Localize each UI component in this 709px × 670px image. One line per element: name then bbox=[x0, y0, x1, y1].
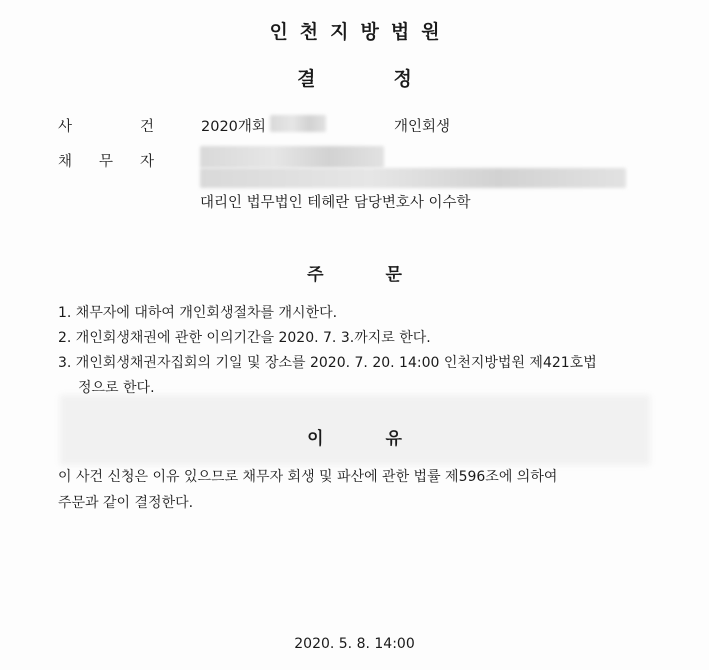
debtor-agent: 대리인 법무법인 테헤란 담당변호사 이수학 bbox=[200, 195, 471, 211]
redacted-debtor-address bbox=[200, 168, 626, 188]
debtor-label-char: 채 bbox=[58, 154, 73, 170]
order-item: 2. 개인회생채권에 관한 이의기간을 2020. 7. 3.까지로 한다. bbox=[58, 330, 431, 346]
case-label-char: 사 bbox=[58, 119, 73, 135]
order-item-continuation: 정으로 한다. bbox=[78, 380, 155, 396]
court-name: 인천지방법원 bbox=[269, 21, 452, 43]
redacted-debtor-name bbox=[200, 146, 384, 168]
debtor-label bbox=[58, 150, 154, 171]
case-name: 개인회생 bbox=[394, 119, 451, 135]
debtor-label-char: 무 bbox=[98, 154, 113, 170]
reason-line: 이 사건 신청은 이유 있으므로 채무자 회생 및 파산에 관한 법률 제596조에 의하여 bbox=[58, 469, 558, 485]
case-label bbox=[58, 115, 154, 136]
redacted-case-number bbox=[270, 115, 326, 132]
debtor-label-char: 자 bbox=[139, 154, 154, 170]
case-label-char: 건 bbox=[139, 119, 154, 135]
case-number-prefix: 2020개회 bbox=[201, 119, 266, 135]
decision-date: 2020. 5. 8. 14:00 bbox=[294, 636, 415, 652]
order-item: 3. 개인회생채권자집회의 기일 및 장소를 2020. 7. 20. 14:00 인천지방법원 제421호법 bbox=[58, 355, 597, 371]
reason-heading: 이유 bbox=[307, 429, 464, 449]
reason-line: 주문과 같이 결정한다. bbox=[58, 495, 194, 511]
document-type-title: 결정 bbox=[297, 68, 490, 90]
order-item: 1. 채무자에 대하여 개인회생절차를 개시한다. bbox=[58, 305, 338, 321]
order-heading: 주문 bbox=[307, 265, 464, 285]
